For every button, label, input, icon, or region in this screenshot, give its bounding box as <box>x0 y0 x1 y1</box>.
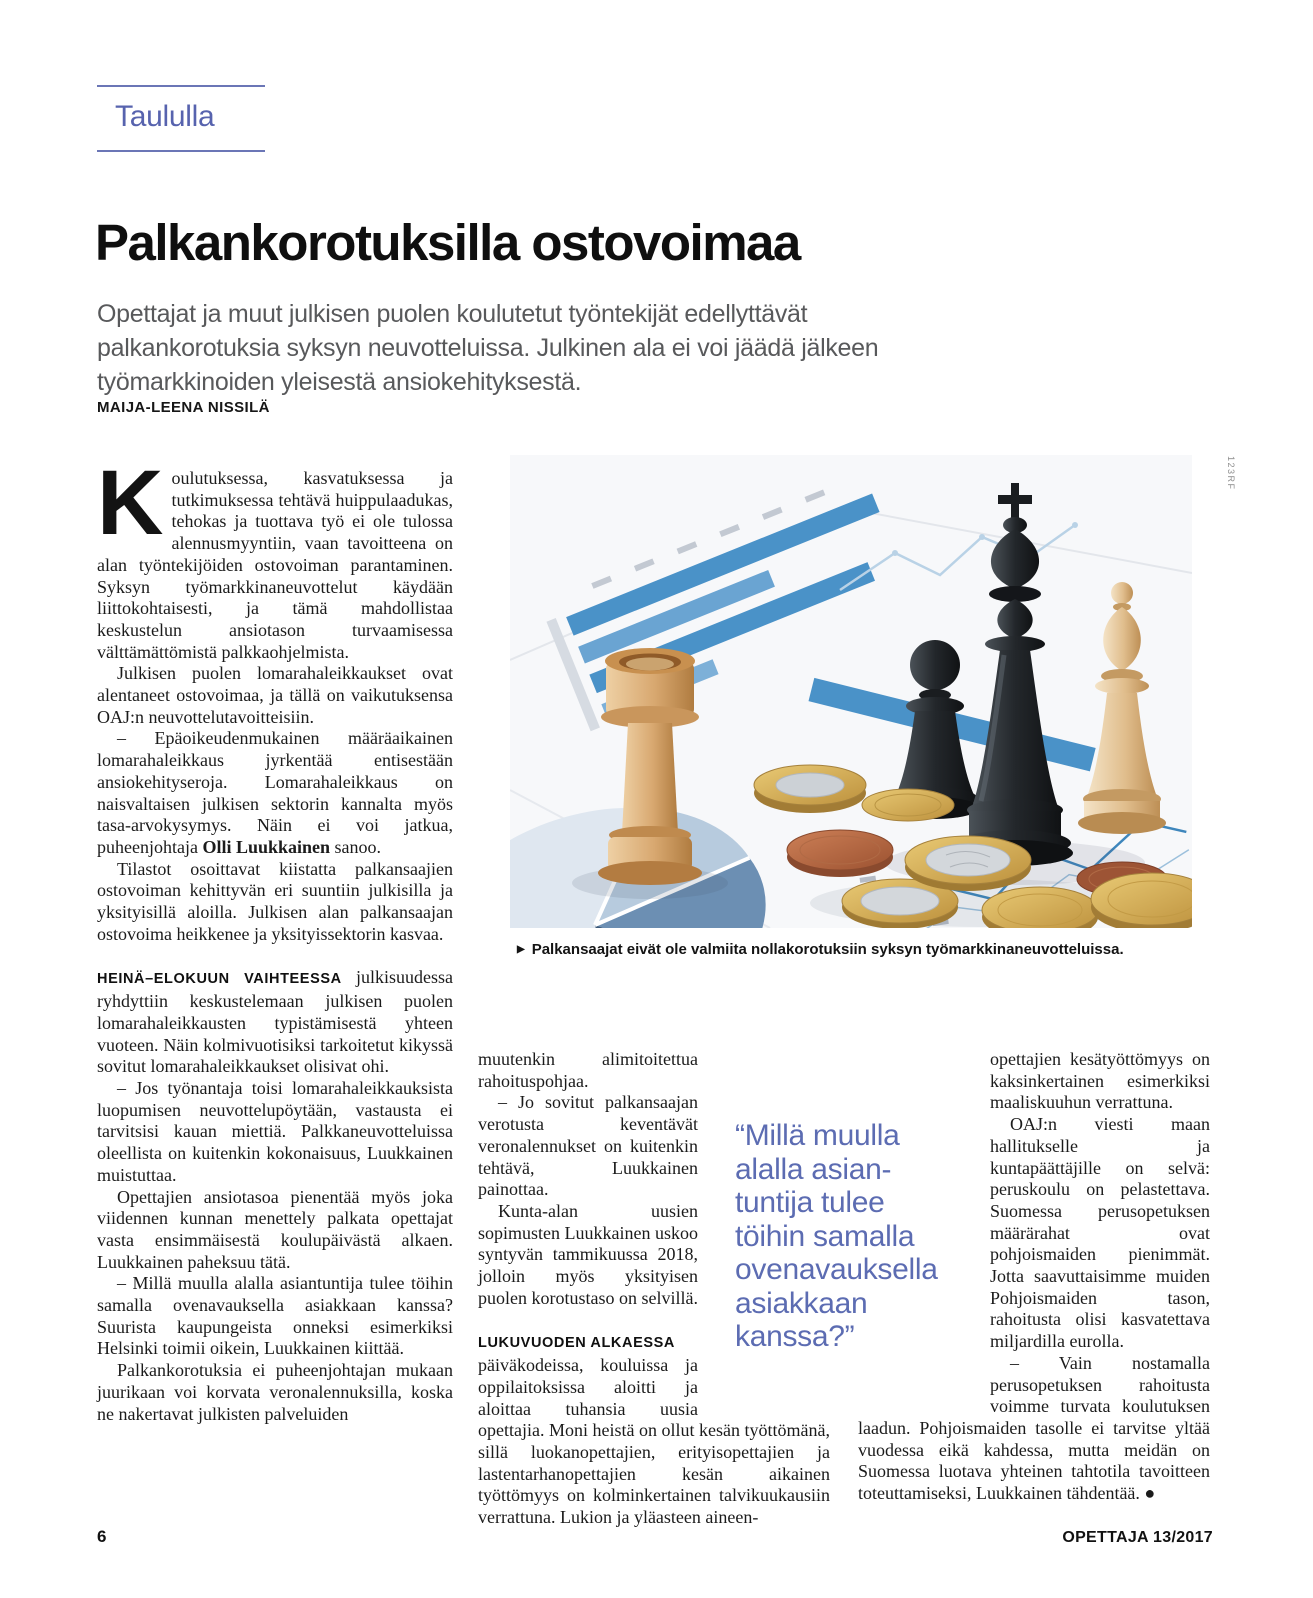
pull-quote: “Millä muulla alalla asian- tuntija tulee töihin samalla ovenavauksella asiakkaan kanssa?” <box>735 1119 938 1353</box>
paragraph: – Epäoikeudenmukainen määräaikainen lomarahaleikkaus jyrkentää entisestään ansiokehityseroja. Lomarahaleikkaus on naisvaltaisen julkisen sektorin kannalta myös tasa-arvokysymys. Näin ei voi jatkua, puheenjohtaja Olli Luukkainen sanoo. <box>97 728 453 857</box>
paragraph: – Vain nostamalla perusopetuksen rahoitusta voimme turvata koulutuksen laadun. Pohjoismaiden tasolle ei tarvitse yltää vuodessa eikä kahdessa, mutta meidän on Suomessa luotava yhteinen tahtotila tavoitteen toteuttamiseksi, Luukkainen tähdentää. ● <box>858 1352 1210 1504</box>
paragraph: Opettajien ansiotasoa pienentää myös joka viidennen kunnan menettely palkata opettajat vasta ensimmäisestä koulupäivästä alkaen. Luukkainen paheksuu tätä. <box>97 1186 453 1272</box>
paragraph: päiväkodeissa, kouluissa ja oppilaitoksissa aloitti ja aloittaa tuhansia uusia opettajia. Moni heistä on ollut kesän työttömänä, sillä luokanopettajien, erityisopettajien ja lastentarhanopettajien kesän aikainen työttömyys on kolminkertainen talvikuukausiin verrattuna. Lukion ja yläasteen aineen- <box>478 1355 830 1528</box>
paragraph: – Millä muulla alalla asiantuntija tulee töihin samalla ovenavauksella asiakkaan kanssa? Suurista kaupungeista onneksi esimerkiksi Helsinki toimii oikein, Luukkainen kiittää. <box>97 1273 453 1359</box>
section-kicker: Taululla <box>97 85 265 152</box>
article-column-1 <box>97 452 453 1425</box>
photo-credit: 123RF <box>1226 456 1236 491</box>
paragraph: oulutuksessa, kasvatuksessa ja tutkimuksessa tehtävä huippulaadukas, tehokas ja tuottava työ ei ole tulossa alennusmyyntiin, vaan tavoitteena on alan työntekijöiden ostovoiman parantaminen. Syksyn työmarkkinaneuvottelut käydään liittokohtaisesti, ja tämä mahdollistaa keskustelun ansiotason turvaamisessa välttämättömistä palkkaohjelmista. <box>97 468 453 662</box>
paragraph: Tilastot osoittavat kiistatta palkansaajien ostovoiman kehittyvän eri suuntiin julkisilla ja yksityisillä aloilla. Julkisen alan palkansaajan ostovoima heikkenee ja yksityissektorin kasvaa. <box>97 858 453 944</box>
lead-paragraph: Opettajat ja muut julkisen puolen koulutetut työntekijät edellyttävät palkankorotuksia syksyn neuvotteluissa. Julkinen ala ei voi jäädä jälkeen työmarkkinoiden yleisestä ansiokehityksestä. <box>97 300 879 396</box>
paragraph: Kunta-alan uusien sopimusten Luukkainen uskoo syntyvän tammikuussa 2018, jolloin myös yksityisen puolen korotustaso on selvillä. <box>478 1200 698 1308</box>
page-number: 6 <box>97 1527 107 1546</box>
paragraph: LUKUVUODEN ALKAESSA <box>478 1335 675 1352</box>
drop-cap: K <box>97 452 164 554</box>
caption-arrow-icon: ▶ <box>517 944 525 955</box>
caption-text: Palkansaajat eivät ole valmiita nollakorotuksiin syksyn työmarkkinaneuvotteluissa. <box>531 941 1124 958</box>
article-photo <box>510 455 1192 928</box>
photo-caption <box>517 941 1124 958</box>
chess-coins-chart-illustration <box>510 455 1192 928</box>
byline: MAIJA-LEENA NISSILÄ <box>97 399 270 416</box>
paragraph: – Jos työnantaja toisi lomarahaleikkauksista luopumisen neuvottelupöytään, vastausta ei tarvitsisi kauan miettiä. Palkkaneuvotteluissa oleellista on kuitenkin kokonaisuus, Luukkainen muistuttaa. <box>97 1077 453 1185</box>
paragraph: Julkisen puolen lomarahaleikkaukset ovat alentaneet ostovoimaa, ja tällä on vaikutuksensa OAJ:n neuvottelutavoitteisiin. <box>97 663 453 727</box>
paragraph: opettajien kesätyöttömyys on kaksinkertainen esimerkiksi maaliskuuhun verrattuna. <box>990 1049 1210 1113</box>
paragraph: HEINÄ–ELOKUUN VAIHTEESSA julkisuudessa ryhdyttiin keskustelemaan julkisen puolen lomarahaleikkausten typistämisestä yhteen vuoteen. Näin kolmivuotisiksi tarkoitetut kikyssä sovitut lomarahaleikkaukset olisivat ohi. <box>97 967 453 1077</box>
paragraph: OAJ:n viesti maan hallitukselle ja kuntapäättäjille on selvä: peruskoulu on pelastettava. Suomessa perusopetuksen määrärahat ovat pohjoismaiden pienimmät. Jotta saavuttaisimme muiden Pohjoismaiden tason, rahoitusta olisi kasvatettava miljardilla eurolla. <box>990 1114 1210 1352</box>
paragraph: Palkankorotuksia ei puheenjohtajan mukaan juurikaan voi korvata veronalennuksilla, koska ne nakertavat julkisten palveluiden <box>97 1360 453 1424</box>
paragraph: – Jo sovitut palkansaajan verotusta keventävät veronalennukset on kuitenkin tehtävä, Luukkainen painottaa. <box>478 1092 698 1200</box>
paragraph: muutenkin alimitoitettua rahoituspohjaa. <box>478 1049 698 1091</box>
magazine-issue: OPETTAJA 13/2017 <box>1062 1529 1213 1546</box>
page-title: Palkankorotuksilla ostovoimaa <box>95 214 800 271</box>
